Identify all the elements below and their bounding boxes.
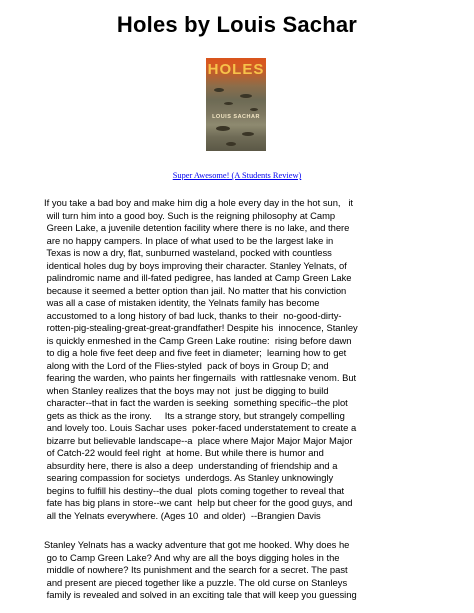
review-link[interactable]: Super Awesome! (A Students Review): [172, 171, 302, 180]
cover-title: HOLES: [207, 61, 265, 78]
cover-hole: [240, 94, 252, 98]
cover-hole: [214, 88, 224, 92]
book-cover-image: [206, 58, 266, 151]
review-paragraph: If you take a bad boy and make him dig a hole every day in the hot sun, it will turn him into a good boy. Such is the reigning philosophy at Camp Green Lake, a juvenile detention facility where there is no lake, and there are no happy campers. In place of what used to be the largest lake in Texas is now a dry, flat, sunburned wasteland, pocked with countless identical holes dug by boys improving their character. Stanley Yelnats, of palindromic name and ill-fated pedigree, has landed at Camp Green Lake because it seemed a better option than jail. No matter that his conviction was all a case of mistaken identity, the Yelnats family has become accustomed to a long history of bad luck, thanks to their no-good-dirty- rotten-pig-stealing-great-great-grandfather! Despite his innocence, Stanley is quickly enmeshed in the Camp Green Lake routine: rising before dawn to dig a hole five feet deep and five feet in diameter; learning how to get along with the Lord of the Flies-styled pack of boys in Group D; and fearing the warden, who paints her fingernails with rattlesnake venom. But when Stanley realizes that the boys may not just be digging to build character--that in fact the warden is seeking something specific--the plot gets as thick as the irony. Its a strange story, but strangely compelling and lovely too. Louis Sachar uses poker-faced understatement to create a bizarre but believable landscape--a place where Major Major Major Major of Catch-22 would feel right at home. But while there is humor and absurdity here, there is also a deep understanding of friendship and a searing compassion for societys underdogs. As Stanley unknowingly begins to fulfill his destiny--the dual plots coming together to reveal that fate has big plans in store--we cant help but cheer for the good guys, and all the Yelnats everywhere. (Ages 10 and older) --Brangien Davis: [44, 197, 358, 521]
cover-hole: [250, 108, 258, 111]
cover-hole: [216, 126, 230, 131]
cover-hole: [242, 132, 254, 136]
cover-hole: [224, 102, 233, 105]
cover-hole: [226, 142, 236, 146]
cover-author: LOUIS SACHAR: [212, 114, 260, 120]
student-review-paragraph: Stanley Yelnats has a wacky adventure that got me hooked. Why does he go to Camp Green Lake? And why are all the boys digging holes in the middle of nowhere? Its punishment and the search for a secret. The past and present are pieced together like a puzzle. The old curse on Stanleys family is revealed and solved in an exciting tale that will keep you guessing: [44, 539, 357, 600]
page-title: Holes by Louis Sachar: [116, 12, 358, 37]
